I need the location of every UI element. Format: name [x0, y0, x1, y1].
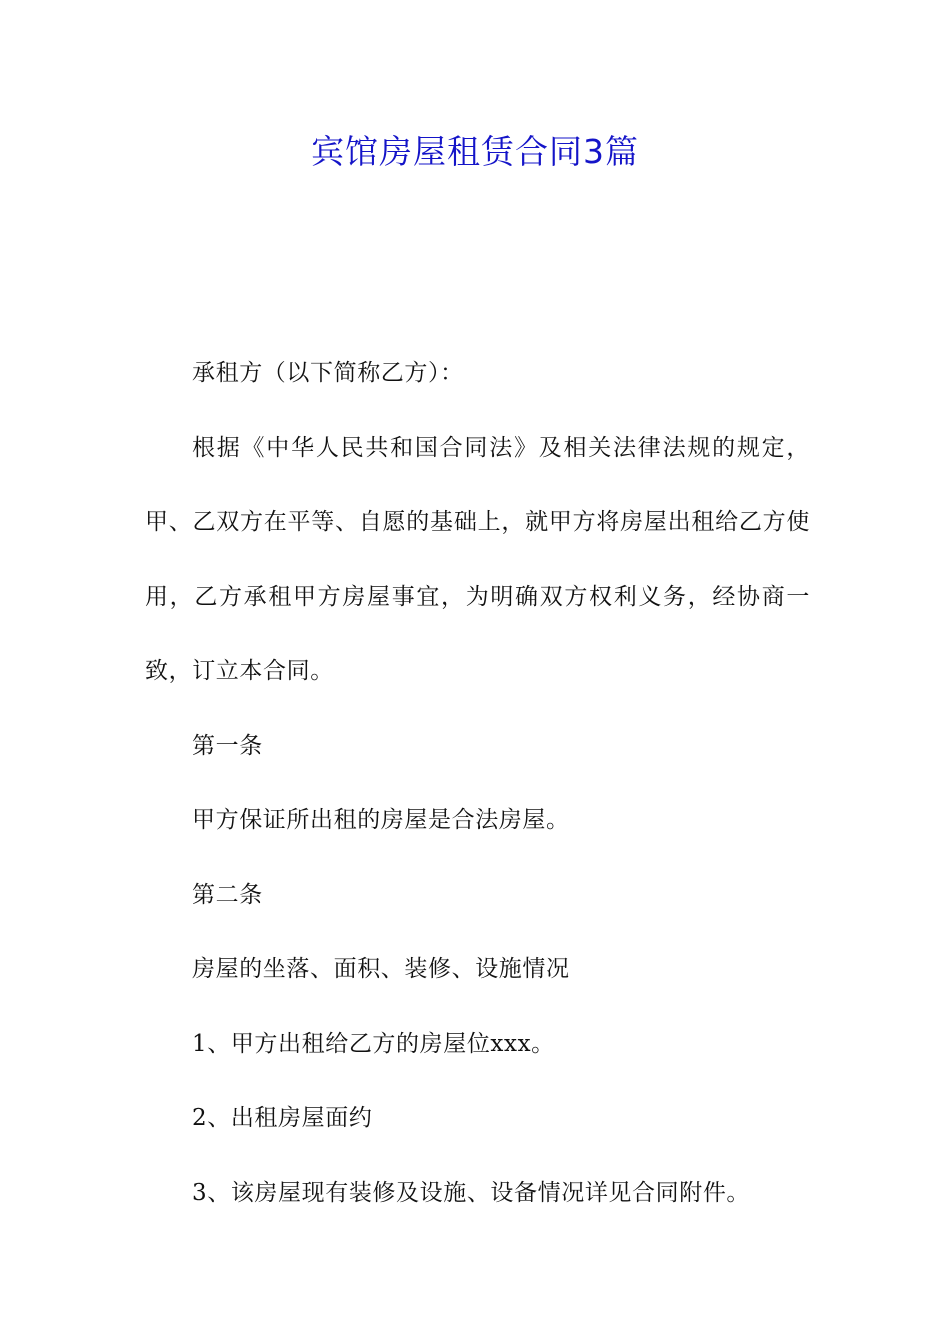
document-body: [145, 336, 810, 1230]
article-heading-2: 第二条: [192, 881, 263, 908]
paragraph-lessee: 承租方（以下简称乙方）：: [192, 360, 464, 386]
list-item-facilities: 3、该房屋现有装修及设施、设备情况详见合同附件。: [192, 1179, 751, 1206]
paragraph-article-2-intro: 房屋的坐落、面积、装修、设施情况: [192, 956, 570, 982]
article-heading-1: 第一条: [192, 732, 263, 759]
paragraph-article-1: 甲方保证所出租的房屋是合法房屋。: [192, 807, 570, 833]
paragraph-preamble: 根据《中华人民共和国合同法》及相关法律法规的规定，甲、乙双方在平等、自愿的基础上，就甲方将房屋出租给乙方使用，乙方承租甲方房屋事宜，为明确双方权利义务，经协商一致，订立本合同。: [145, 434, 810, 684]
list-item-location: 1、甲方出租给乙方的房屋位xxx。: [192, 1030, 555, 1057]
document-title: 宾馆房屋租赁合同3篇: [311, 132, 639, 171]
list-item-area: 2、出租房屋面约: [192, 1105, 373, 1131]
